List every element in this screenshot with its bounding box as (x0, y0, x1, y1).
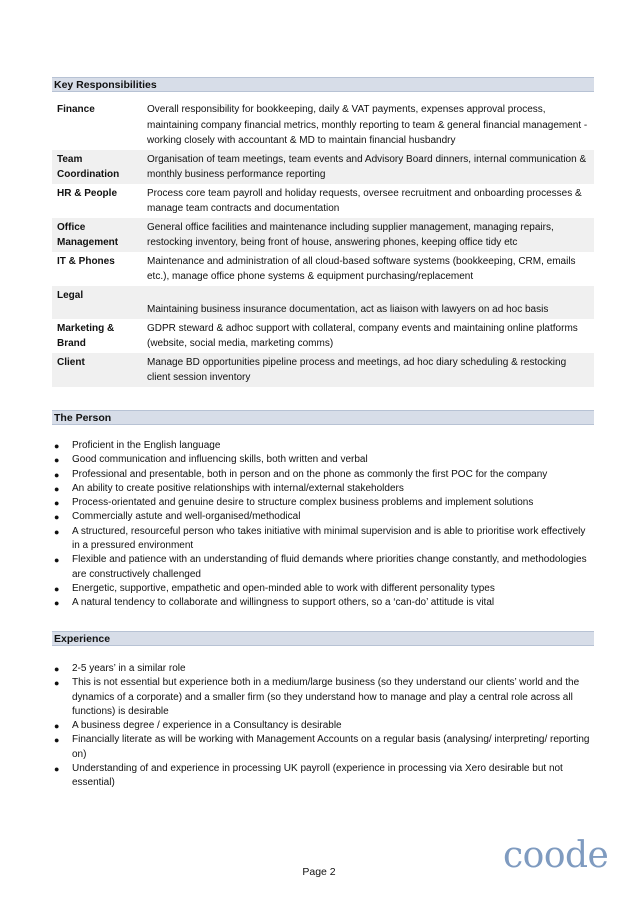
row-label-marketing-brand: Marketing & Brand (57, 322, 115, 349)
list-item: ● Flexible and patience with an understanding of fluid demands where priorities change constantly, and methodologies are constructively challenged (54, 554, 587, 580)
list-item: ● Proficient in the English language (52, 439, 594, 453)
list-item: ● Commercially astute and well-organised/methodical (52, 510, 594, 524)
table-row (52, 353, 594, 387)
row-label-hr-people: HR & People (57, 187, 118, 199)
row-text-client: Manage BD opportunities pipeline process and meetings, ad hoc diary scheduling & restocking client session inventory (142, 353, 594, 387)
row-label-team-coordination: Team Coordination (52, 150, 142, 184)
bullet-icon: ● (54, 469, 60, 480)
list-item: ● A structured, resourceful person who takes initiative with minimal supervision and is able to prioritise work effectively in a pressured environment (54, 525, 586, 552)
table-row (52, 218, 594, 252)
list-item: ● Energetic, supportive, empathetic and open-minded able to work with different personality types (52, 582, 594, 596)
bullet-icon: ● (54, 483, 60, 494)
bullet-icon: ● (54, 526, 60, 537)
bullet-icon: ● (54, 512, 60, 523)
bullet-icon: ● (54, 455, 60, 466)
list-item: ● Financially literate as will be working with Management Accounts on a regular basis (analysing/ interpreting/ reporting on) (54, 734, 590, 760)
bullet-icon: ● (54, 555, 60, 566)
person-bullet-list (52, 439, 594, 611)
row-text-legal: Maintaining business insurance documentation, act as liaison with lawyers on ad hoc basis (142, 286, 594, 319)
table-row (52, 319, 594, 353)
row-label-it-phones: IT & Phones (57, 255, 115, 267)
bullet-icon: ● (54, 678, 60, 689)
row-text-team-coordination: Organisation of team meetings, team events and Advisory Board dinners, internal communication & monthly business performance reporting (142, 150, 594, 184)
bullet-icon: ● (54, 721, 60, 732)
bullet-icon: ● (54, 764, 60, 775)
table-row (52, 150, 594, 184)
table-row (52, 286, 594, 319)
row-text-it-phones: Maintenance and administration of all cloud-based software systems (bookkeeping, CRM, emails etc.), manage office phone systems & equipment purchasing/replacement (147, 255, 576, 282)
row-text-marketing-brand: GDPR steward & adhoc support with collateral, company events and maintaining online platforms (website, social media, marketing comms) (147, 322, 578, 349)
list-item: ● Understanding of and experience in processing UK payroll (experience in processing via Xero desirable but not essential) (54, 763, 563, 789)
coode-logo: coode (503, 835, 609, 876)
list-item: ● An ability to create positive relationships with internal/external stakeholders (52, 482, 594, 496)
the-person-heading: The Person (52, 410, 594, 425)
list-item: ● 2-5 years’ in a similar role (52, 662, 594, 676)
page-number: Page 2 (302, 866, 336, 878)
bullet-icon: ● (54, 441, 60, 451)
key-responsibilities-heading: Key Responsibilities (52, 77, 594, 92)
table-row (52, 184, 594, 218)
row-text-hr-people: Process core team payroll and holiday requests, oversee recruitment and onboarding processes & manage team contracts and documentation (147, 187, 582, 214)
list-item: ● A business degree / experience in a Consultancy is desirable (52, 719, 594, 733)
row-label-legal: Legal (52, 286, 142, 319)
row-label-client: Client (52, 353, 142, 387)
row-text-finance: Overall responsibility for bookkeeping, daily & VAT payments, expenses approval process, maintaining company financial metrics, monthly reporting to team & general financial management - working closely with accountant & MD to maintain financial husbandry (147, 104, 588, 146)
experience-heading: Experience (52, 631, 594, 646)
bullet-icon: ● (54, 735, 60, 746)
row-label-office-management: Office Management (52, 218, 142, 252)
row-text-office-management: General office facilities and maintenance including supplier management, managing repairs, restocking inventory, being front of house, answering phones, keeping office tidy etc (142, 218, 594, 252)
list-item: ● A natural tendency to collaborate and willingness to support others, so a ‘can-do’ attitude is vital (52, 596, 594, 610)
bullet-icon: ● (54, 664, 60, 674)
list-item: ● Process-orientated and genuine desire to structure complex business problems and implement solutions (52, 496, 594, 510)
bullet-icon: ● (54, 583, 60, 594)
table-row (52, 252, 594, 286)
bullet-icon: ● (54, 598, 60, 609)
experience-bullet-list (52, 662, 594, 791)
responsibilities-table (52, 100, 594, 387)
list-item: ● Good communication and influencing skills, both written and verbal (52, 453, 594, 467)
list-item: ● This is not essential but experience both in a medium/large business (so they understand our clients’ world and the dynamics of a corporate) and a smaller firm (so they understand how to manage and play a central role across all functions) is desirable (54, 677, 580, 717)
table-row (52, 100, 594, 150)
bullet-icon: ● (54, 498, 60, 509)
row-label-finance: Finance (57, 104, 95, 115)
list-item: ● Professional and presentable, both in person and on the phone as commonly the first POC for the company (52, 468, 594, 482)
